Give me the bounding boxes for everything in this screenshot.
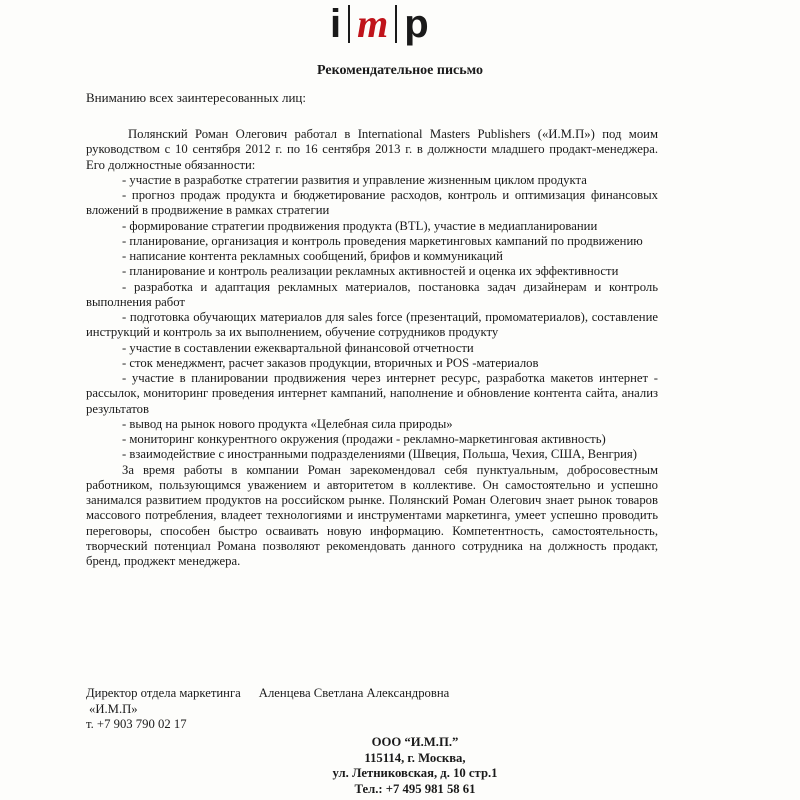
duty-item: - формирование стратегии продвижения продукта (BTL), участие в медиапланировании [122,218,598,233]
letter-title: Рекомендательное письмо [317,63,483,78]
duty-item: - разработка и адаптация рекламных материалов, постановка задач дизайнерам и контроль выполнения работ [86,279,658,309]
signer-company: «И.М.П» [89,701,138,716]
duty-item: - участие в разработке стратегии развития и управление жизненным циклом продукта [122,172,587,187]
logo-separator [348,5,350,43]
duty-item: - участие в составлении ежеквартальной финансовой отчетности [122,340,474,355]
footer-street: ул. Летниковская, д. 10 стр.1 [332,766,498,781]
duty-item: - планирование, организация и контроль проведения маркетинговых кампаний по продвижению [122,233,643,248]
footer-tel: Тел.: +7 495 981 58 61 [354,781,476,796]
signer-phone: т. +7 903 790 02 17 [86,717,187,731]
company-address-footer [0,735,800,797]
duty-item: - подготовка обучающих материалов для sales force (презентаций, промоматериалов), составление инструкций и контроль за их выполнением, обучение сотрудников продукту [86,310,658,340]
duty-item: - прогноз продаж продукта и бюджетирование расходов, контроль и оптимизация финансовых вложений в продвижение в рамках стратегии [86,188,658,218]
logo-separator [395,5,397,43]
duty-item: - взаимодействие с иностранными подразделениями (Швеция, Польша, Чехия, США, Венгрия) [122,447,637,462]
signature-block [86,686,449,733]
duty-item: - написание контента рекламных сообщений, брифов и коммуникаций [122,249,503,263]
logo-letter-p: p [404,2,429,46]
salutation: Вниманию всех заинтересованных лиц: [86,90,306,105]
footer-org: ООО “И.М.П.” [371,735,459,749]
logo-letter-m: m [357,1,389,46]
signer-name: Аленцева Светлана Александровна [258,686,450,700]
logo-letter-i: i [330,2,342,46]
duty-item: - планирование и контроль реализации рекламных активностей и оценка их эффективности [122,264,619,279]
intro-paragraph: Полянский Роман Олегович работал в International Masters Publishers («И.М.П») под моим руководством с 10 сентября 2012 г. по 16 сентября 2013 г. в должности младшего продакт-менеджера. Его должностные обязанности: [86,127,658,172]
signer-position: Директор отдела маркетинга [86,686,241,700]
letter-body [86,127,658,569]
footer-postcode: 115114, г. Москва, [364,750,466,765]
duty-item: - вывод на рынок нового продукта «Целебная сила природы» [122,416,453,431]
closing-paragraph: За время работы в компании Роман зарекомендовал себя пунктуальным, добросовестным работником, пользующимся уважением и авторитетом в коллективе. Он самостоятельно и успешно занимался развитием продуктов на российском рынке. Полянский Роман Олегович знает рынок товаров массового потребления, владеет технологиями и инструментами маркетинга, умеет успешно проводить переговоры, способен быстро осваивать новую информацию. Компетентность, самостоятельность, творческий потенциал Романа позволяют рекомендовать данного сотрудника на должность продакт, бренд, проджект менеджера. [86,462,658,568]
duty-item: - мониторинг конкурентного окружения (продажи - рекламно-маркетинговая активность) [122,432,606,446]
duty-item: - участие в планировании продвижения через интернет ресурс, разработка макетов интернет - рассылок, мониторинг проведения интернет кампаний, наполнение и обновление контента сайта, анализ результатов [86,371,658,416]
imp-logo [330,2,429,46]
duty-item: - сток менеджмент, расчет заказов продукции, вторичных и POS -материалов [122,355,539,370]
